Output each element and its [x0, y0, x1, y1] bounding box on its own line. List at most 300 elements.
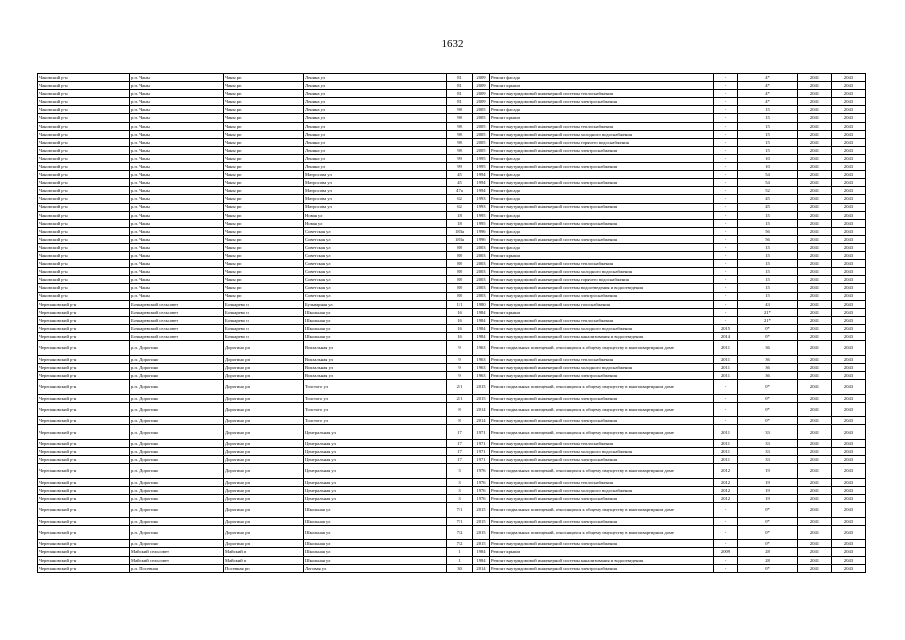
cell-street: Толстого ул [304, 402, 447, 417]
table-row [38, 363, 866, 371]
cell-settlement: Дорогино рп [224, 478, 304, 486]
cell-house-number: 17 [447, 425, 473, 440]
cell-house-number: 17 [447, 439, 473, 447]
cell-wear-percent: 19 [738, 478, 798, 486]
table-row [38, 333, 866, 341]
cell-plan-end-year: 2043 [832, 260, 866, 268]
cell-municipality: р.п. Чаны [130, 146, 224, 154]
cell-plan-end-year: 2043 [832, 503, 866, 518]
table-row [38, 316, 866, 324]
cell-wear-percent: 15 [738, 252, 798, 260]
cell-last-repair-year: 2012 [714, 486, 738, 494]
cell-work-type: Ремонт подвальных помещений, относящихся к общему имуществу в многоквартирном доме [490, 402, 714, 417]
cell-last-repair-year: 2012 [714, 464, 738, 479]
table-row [38, 122, 866, 130]
cell-settlement: Чаны рп [224, 171, 304, 179]
cell-build-year: 1963 [473, 341, 490, 356]
cell-house-number: 3 [447, 495, 473, 503]
cell-work-type: Ремонт крыши [490, 548, 714, 556]
cell-work-type: Ремонт подвальных помещений, относящихся к общему имуществу в многоквартирном доме [490, 425, 714, 440]
cell-street: Школьная ул [304, 556, 447, 564]
cell-build-year: 1984 [473, 308, 490, 316]
cell-plan-end-year: 2043 [832, 478, 866, 486]
cell-wear-percent: 15 [738, 292, 798, 300]
cell-last-repair-year: - [714, 503, 738, 518]
cell-last-repair-year: - [714, 130, 738, 138]
cell-plan-end-year: 2043 [832, 276, 866, 284]
cell-municipality: Бочкаревский сельсовет [130, 300, 224, 308]
cell-street: Советская ул [304, 252, 447, 260]
cell-street: Толстого ул [304, 394, 447, 402]
table-row [38, 130, 866, 138]
cell-work-type: Ремонт внутридомовой инженерной системы водоотведения и водоотведения [490, 284, 714, 292]
cell-house-number: 88 [447, 243, 473, 251]
cell-house-number: 16 [447, 316, 473, 324]
cell-district: Черепановский р-н [38, 324, 130, 332]
cell-settlement: Бочкарево п [224, 316, 304, 324]
cell-street: Вокзальная ул [304, 363, 447, 371]
page-number: 1632 [441, 38, 464, 50]
cell-house-number: 183а [447, 235, 473, 243]
cell-municipality: Бочкаревский сельсовет [130, 308, 224, 316]
cell-municipality: р.п. Чаны [130, 90, 224, 98]
cell-street: Матросова ул [304, 171, 447, 179]
cell-build-year: 1976 [473, 486, 490, 494]
cell-settlement: Дорогино рп [224, 439, 304, 447]
cell-build-year: 2003 [473, 252, 490, 260]
table-row [38, 227, 866, 235]
cell-settlement: Дорогино рп [224, 464, 304, 479]
cell-build-year: 1971 [473, 439, 490, 447]
cell-street: Толстого ул [304, 417, 447, 425]
cell-district: Черепановский р-н [38, 394, 130, 402]
cell-wear-percent: 15 [738, 106, 798, 114]
cell-plan-end-year: 2043 [832, 486, 866, 494]
cell-work-type: Ремонт подвальных помещений, относящихся к общему имуществу в многоквартирном доме [490, 503, 714, 518]
cell-wear-percent: 19 [738, 464, 798, 479]
cell-municipality: р.п. Дорогино [130, 448, 224, 456]
cell-wear-percent: 45 [738, 203, 798, 211]
cell-build-year: 1984 [473, 556, 490, 564]
cell-last-repair-year: - [714, 394, 738, 402]
table-row [38, 379, 866, 394]
cell-wear-percent: 54 [738, 179, 798, 187]
cell-settlement: Бочкарево п [224, 333, 304, 341]
cell-last-repair-year: - [714, 292, 738, 300]
cell-work-type: Ремонт внутридомовой инженерной системы теплоснабжения [490, 90, 714, 98]
cell-build-year: 2009 [473, 74, 490, 82]
cell-work-type: Ремонт внутридомовой инженерной системы холодного водоснабжения [490, 448, 714, 456]
cell-wear-percent: 10 [738, 163, 798, 171]
cell-work-type: Ремонт внутридомовой инженерной системы холодного водоснабжения [490, 363, 714, 371]
cell-build-year: 2003 [473, 243, 490, 251]
cell-settlement: Чаны рп [224, 90, 304, 98]
cell-house-number: 81 [447, 74, 473, 82]
table-row [38, 478, 866, 486]
cell-house-number: 81 [447, 90, 473, 98]
cell-plan-end-year: 2043 [832, 219, 866, 227]
cell-house-number: 88 [447, 292, 473, 300]
cell-street: Советская ул [304, 227, 447, 235]
cell-street: Центральная ул [304, 464, 447, 479]
cell-last-repair-year: - [714, 154, 738, 162]
cell-last-repair-year: - [714, 146, 738, 154]
cell-build-year: 1963 [473, 363, 490, 371]
table-row [38, 90, 866, 98]
cell-last-repair-year: - [714, 98, 738, 106]
cell-house-number: 88 [447, 284, 473, 292]
cell-district: Чановский р-н [38, 243, 130, 251]
cell-build-year: 2003 [473, 260, 490, 268]
cell-house-number: 7/1 [447, 503, 473, 518]
cell-district: Черепановский р-н [38, 564, 130, 572]
cell-municipality: р.п. Чаны [130, 138, 224, 146]
cell-plan-end-year: 2043 [832, 402, 866, 417]
cell-municipality: р.п. Дорогино [130, 341, 224, 356]
cell-district: Черепановский р-н [38, 456, 130, 464]
cell-build-year: 2015 [473, 503, 490, 518]
cell-work-type: Ремонт фасада [490, 195, 714, 203]
cell-build-year: 1995 [473, 163, 490, 171]
table-row [38, 371, 866, 379]
table-row [38, 556, 866, 564]
table-row [38, 308, 866, 316]
cell-municipality: р.п. Дорогино [130, 402, 224, 417]
cell-wear-percent: 0* [738, 525, 798, 540]
cell-plan-end-year: 2043 [832, 195, 866, 203]
cell-plan-end-year: 2043 [832, 363, 866, 371]
cell-work-type: Ремонт внутридомовой инженерной системы теплоснабжения [490, 260, 714, 268]
cell-house-number: 7/2 [447, 525, 473, 540]
cell-build-year: 1984 [473, 316, 490, 324]
cell-settlement: Дорогино рп [224, 495, 304, 503]
cell-settlement: Дорогино рп [224, 394, 304, 402]
cell-work-type: Ремонт внутридомовой инженерной системы холодного водоснабжения [490, 486, 714, 494]
cell-last-repair-year: - [714, 138, 738, 146]
cell-last-repair-year: - [714, 417, 738, 425]
cell-work-type: Ремонт внутридомовой инженерной системы электроснабжения [490, 163, 714, 171]
cell-last-repair-year: 2009 [714, 548, 738, 556]
cell-last-repair-year: 2012 [714, 495, 738, 503]
cell-last-repair-year: 2011 [714, 448, 738, 456]
cell-last-repair-year: - [714, 74, 738, 82]
cell-wear-percent: 4* [738, 98, 798, 106]
cell-plan-start-year: 2041 [798, 300, 832, 308]
cell-municipality: р.п. Чаны [130, 171, 224, 179]
cell-street: Ленина ул [304, 130, 447, 138]
cell-last-repair-year: - [714, 219, 738, 227]
cell-wear-percent: 0* [738, 564, 798, 572]
cell-wear-percent: 28 [738, 548, 798, 556]
cell-district: Черепановский р-н [38, 439, 130, 447]
cell-wear-percent: 15 [738, 276, 798, 284]
cell-settlement: Чаны рп [224, 98, 304, 106]
cell-work-type: Ремонт внутридомовой инженерной системы холодного водоснабжения [490, 130, 714, 138]
cell-plan-start-year: 2041 [798, 379, 832, 394]
cell-settlement: Чаны рп [224, 146, 304, 154]
cell-settlement: Чаны рп [224, 243, 304, 251]
cell-house-number: 9 [447, 355, 473, 363]
cell-plan-end-year: 2043 [832, 439, 866, 447]
cell-build-year: 2015 [473, 525, 490, 540]
cell-wear-percent: 36 [738, 355, 798, 363]
cell-municipality: р.п. Дорогино [130, 394, 224, 402]
cell-street: Школьная ул [304, 503, 447, 518]
cell-plan-end-year: 2043 [832, 106, 866, 114]
cell-work-type: Ремонт подвальных помещений, относящихся к общему имуществу в многоквартирном доме [490, 379, 714, 394]
cell-last-repair-year: - [714, 316, 738, 324]
cell-plan-start-year: 2041 [798, 211, 832, 219]
cell-house-number: 88 [447, 276, 473, 284]
cell-plan-start-year: 2041 [798, 203, 832, 211]
cell-plan-start-year: 2041 [798, 98, 832, 106]
table-body [38, 74, 866, 573]
cell-settlement: Чаны рп [224, 227, 304, 235]
cell-municipality: р.п. Дорогино [130, 478, 224, 486]
cell-district: Чановский р-н [38, 235, 130, 243]
cell-wear-percent: 4* [738, 82, 798, 90]
cell-work-type: Ремонт крыши [490, 252, 714, 260]
table-row [38, 268, 866, 276]
cell-plan-start-year: 2041 [798, 341, 832, 356]
cell-last-repair-year: - [714, 163, 738, 171]
cell-last-repair-year: 2011 [714, 456, 738, 464]
cell-plan-start-year: 2041 [798, 478, 832, 486]
cell-municipality: р.п. Дорогино [130, 540, 224, 548]
cell-district: Чановский р-н [38, 211, 130, 219]
cell-plan-start-year: 2041 [798, 284, 832, 292]
cell-settlement: Дорогино рп [224, 540, 304, 548]
cell-build-year: 2005 [473, 122, 490, 130]
cell-last-repair-year: - [714, 402, 738, 417]
cell-settlement: Посевная рп [224, 564, 304, 572]
cell-plan-end-year: 2043 [832, 114, 866, 122]
table-row [38, 540, 866, 548]
cell-district: Черепановский р-н [38, 379, 130, 394]
cell-municipality: р.п. Чаны [130, 122, 224, 130]
cell-district: Черепановский р-н [38, 464, 130, 479]
cell-last-repair-year: - [714, 114, 738, 122]
cell-street: Ленина ул [304, 138, 447, 146]
cell-house-number: 16 [447, 324, 473, 332]
cell-plan-end-year: 2043 [832, 464, 866, 479]
cell-district: Черепановский р-н [38, 540, 130, 548]
cell-build-year: 1976 [473, 478, 490, 486]
cell-street: Советская ул [304, 260, 447, 268]
cell-last-repair-year: 2011 [714, 371, 738, 379]
cell-build-year: 1996 [473, 227, 490, 235]
cell-municipality: р.п. Дорогино [130, 486, 224, 494]
cell-plan-start-year: 2041 [798, 106, 832, 114]
cell-work-type: Ремонт фасада [490, 243, 714, 251]
cell-plan-end-year: 2043 [832, 417, 866, 425]
cell-house-number: 9 [447, 341, 473, 356]
cell-plan-start-year: 2041 [798, 333, 832, 341]
cell-street: Толстого ул [304, 379, 447, 394]
cell-work-type: Ремонт внутридомовой инженерной системы горячего водоснабжения [490, 276, 714, 284]
cell-wear-percent: 52 [738, 187, 798, 195]
cell-street: Бульварная ул [304, 300, 447, 308]
cell-last-repair-year: - [714, 252, 738, 260]
cell-last-repair-year: 2011 [714, 363, 738, 371]
cell-plan-end-year: 2043 [832, 456, 866, 464]
cell-last-repair-year: 2012 [714, 478, 738, 486]
cell-plan-start-year: 2041 [798, 439, 832, 447]
cell-plan-end-year: 2043 [832, 268, 866, 276]
cell-build-year: 2003 [473, 276, 490, 284]
cell-municipality: р.п. Чаны [130, 219, 224, 227]
cell-plan-end-year: 2043 [832, 540, 866, 548]
cell-work-type: Ремонт внутридомовой инженерной системы электроснабжения [490, 417, 714, 425]
cell-plan-start-year: 2041 [798, 163, 832, 171]
cell-settlement: Чаны рп [224, 138, 304, 146]
cell-district: Черепановский р-н [38, 525, 130, 540]
table-row [38, 517, 866, 525]
cell-house-number: 3 [447, 464, 473, 479]
cell-work-type: Ремонт фасада [490, 211, 714, 219]
cell-last-repair-year: - [714, 122, 738, 130]
table-row [38, 448, 866, 456]
cell-work-type: Ремонт внутридомовой инженерной системы канализования и водоотведения [490, 556, 714, 564]
cell-plan-end-year: 2043 [832, 300, 866, 308]
cell-wear-percent: 0* [738, 324, 798, 332]
cell-plan-start-year: 2041 [798, 130, 832, 138]
table-row [38, 179, 866, 187]
cell-build-year: 2015 [473, 540, 490, 548]
table-row [38, 163, 866, 171]
cell-street: Ленина ул [304, 74, 447, 82]
cell-wear-percent: 19 [738, 486, 798, 494]
cell-municipality: Майский сельсовет [130, 556, 224, 564]
cell-plan-end-year: 2043 [832, 316, 866, 324]
cell-settlement: Чаны рп [224, 219, 304, 227]
table-row [38, 503, 866, 518]
cell-plan-end-year: 2043 [832, 187, 866, 195]
cell-street: Центральная ул [304, 478, 447, 486]
cell-district: Черепановский р-н [38, 363, 130, 371]
cell-build-year: 1984 [473, 548, 490, 556]
cell-street: Вокзальная ул [304, 371, 447, 379]
cell-work-type: Ремонт внутридомовой инженерной системы электроснабжения [490, 146, 714, 154]
cell-settlement: Чаны рп [224, 284, 304, 292]
cell-work-type: Ремонт фасада [490, 154, 714, 162]
cell-district: Чановский р-н [38, 154, 130, 162]
table-row [38, 292, 866, 300]
cell-plan-start-year: 2041 [798, 114, 832, 122]
cell-municipality: р.п. Чаны [130, 260, 224, 268]
cell-street: Центральная ул [304, 448, 447, 456]
cell-district: Чановский р-н [38, 146, 130, 154]
cell-wear-percent: 0* [738, 333, 798, 341]
cell-plan-start-year: 2041 [798, 448, 832, 456]
cell-house-number: 17 [447, 456, 473, 464]
cell-build-year: 2015 [473, 394, 490, 402]
cell-house-number: 81 [447, 82, 473, 90]
cell-municipality: р.п. Чаны [130, 163, 224, 171]
cell-street: Ленина ул [304, 98, 447, 106]
cell-district: Чановский р-н [38, 268, 130, 276]
cell-plan-end-year: 2043 [832, 425, 866, 440]
cell-last-repair-year: - [714, 187, 738, 195]
cell-district: Черепановский р-н [38, 355, 130, 363]
table-row [38, 300, 866, 308]
cell-house-number: 16 [447, 308, 473, 316]
cell-last-repair-year: 2014 [714, 333, 738, 341]
cell-street: Советская ул [304, 243, 447, 251]
cell-plan-end-year: 2043 [832, 548, 866, 556]
cell-house-number: 81 [447, 98, 473, 106]
cell-plan-end-year: 2043 [832, 211, 866, 219]
cell-municipality: р.п. Дорогино [130, 464, 224, 479]
cell-district: Чановский р-н [38, 252, 130, 260]
cell-street: Вокзальная ул [304, 341, 447, 356]
cell-work-type: Ремонт подвальных помещений, относящихся к общему имуществу в многоквартирном доме [490, 341, 714, 356]
cell-district: Чановский р-н [38, 74, 130, 82]
cell-work-type: Ремонт фасада [490, 171, 714, 179]
cell-build-year: 2009 [473, 90, 490, 98]
cell-municipality: р.п. Чаны [130, 82, 224, 90]
cell-settlement: Дорогино рп [224, 371, 304, 379]
table-row [38, 284, 866, 292]
cell-last-repair-year: 2011 [714, 341, 738, 356]
cell-wear-percent: 0* [738, 540, 798, 548]
cell-municipality: р.п. Посевная [130, 564, 224, 572]
cell-district: Чановский р-н [38, 195, 130, 203]
cell-street: Советская ул [304, 292, 447, 300]
cell-last-repair-year: - [714, 540, 738, 548]
table-row [38, 252, 866, 260]
cell-street: Центральная ул [304, 439, 447, 447]
cell-wear-percent: 0* [738, 417, 798, 425]
cell-settlement: Чаны рп [224, 292, 304, 300]
table-row [38, 394, 866, 402]
cell-last-repair-year: - [714, 179, 738, 187]
cell-work-type: Ремонт внутридомовой инженерной системы электроснабжения [490, 517, 714, 525]
cell-plan-start-year: 2041 [798, 503, 832, 518]
cell-settlement: Чаны рп [224, 252, 304, 260]
cell-municipality: р.п. Чаны [130, 106, 224, 114]
cell-municipality: р.п. Дорогино [130, 425, 224, 440]
cell-work-type: Ремонт внутридомовой инженерной системы электроснабжения [490, 292, 714, 300]
cell-house-number: 16 [447, 333, 473, 341]
cell-plan-end-year: 2043 [832, 448, 866, 456]
cell-build-year: 1993 [473, 203, 490, 211]
table-row [38, 154, 866, 162]
cell-district: Чановский р-н [38, 106, 130, 114]
cell-work-type: Ремонт внутридомовой инженерной системы теплоснабжения [490, 478, 714, 486]
cell-wear-percent: 54 [738, 171, 798, 179]
cell-settlement: Чаны рп [224, 187, 304, 195]
table-row [38, 171, 866, 179]
cell-wear-percent: 56 [738, 235, 798, 243]
cell-build-year: 1995 [473, 211, 490, 219]
cell-settlement: Майский п [224, 556, 304, 564]
cell-wear-percent: 15 [738, 260, 798, 268]
cell-district: Черепановский р-н [38, 425, 130, 440]
cell-municipality: р.п. Чаны [130, 292, 224, 300]
cell-settlement: Чаны рп [224, 260, 304, 268]
table-row [38, 195, 866, 203]
cell-house-number: 183а [447, 227, 473, 235]
cell-municipality: р.п. Чаны [130, 74, 224, 82]
cell-last-repair-year: - [714, 171, 738, 179]
table-row [38, 486, 866, 494]
cell-wear-percent: 15 [738, 122, 798, 130]
cell-plan-start-year: 2041 [798, 394, 832, 402]
cell-plan-end-year: 2043 [832, 355, 866, 363]
cell-street: Школьная ул [304, 525, 447, 540]
cell-last-repair-year: - [714, 284, 738, 292]
